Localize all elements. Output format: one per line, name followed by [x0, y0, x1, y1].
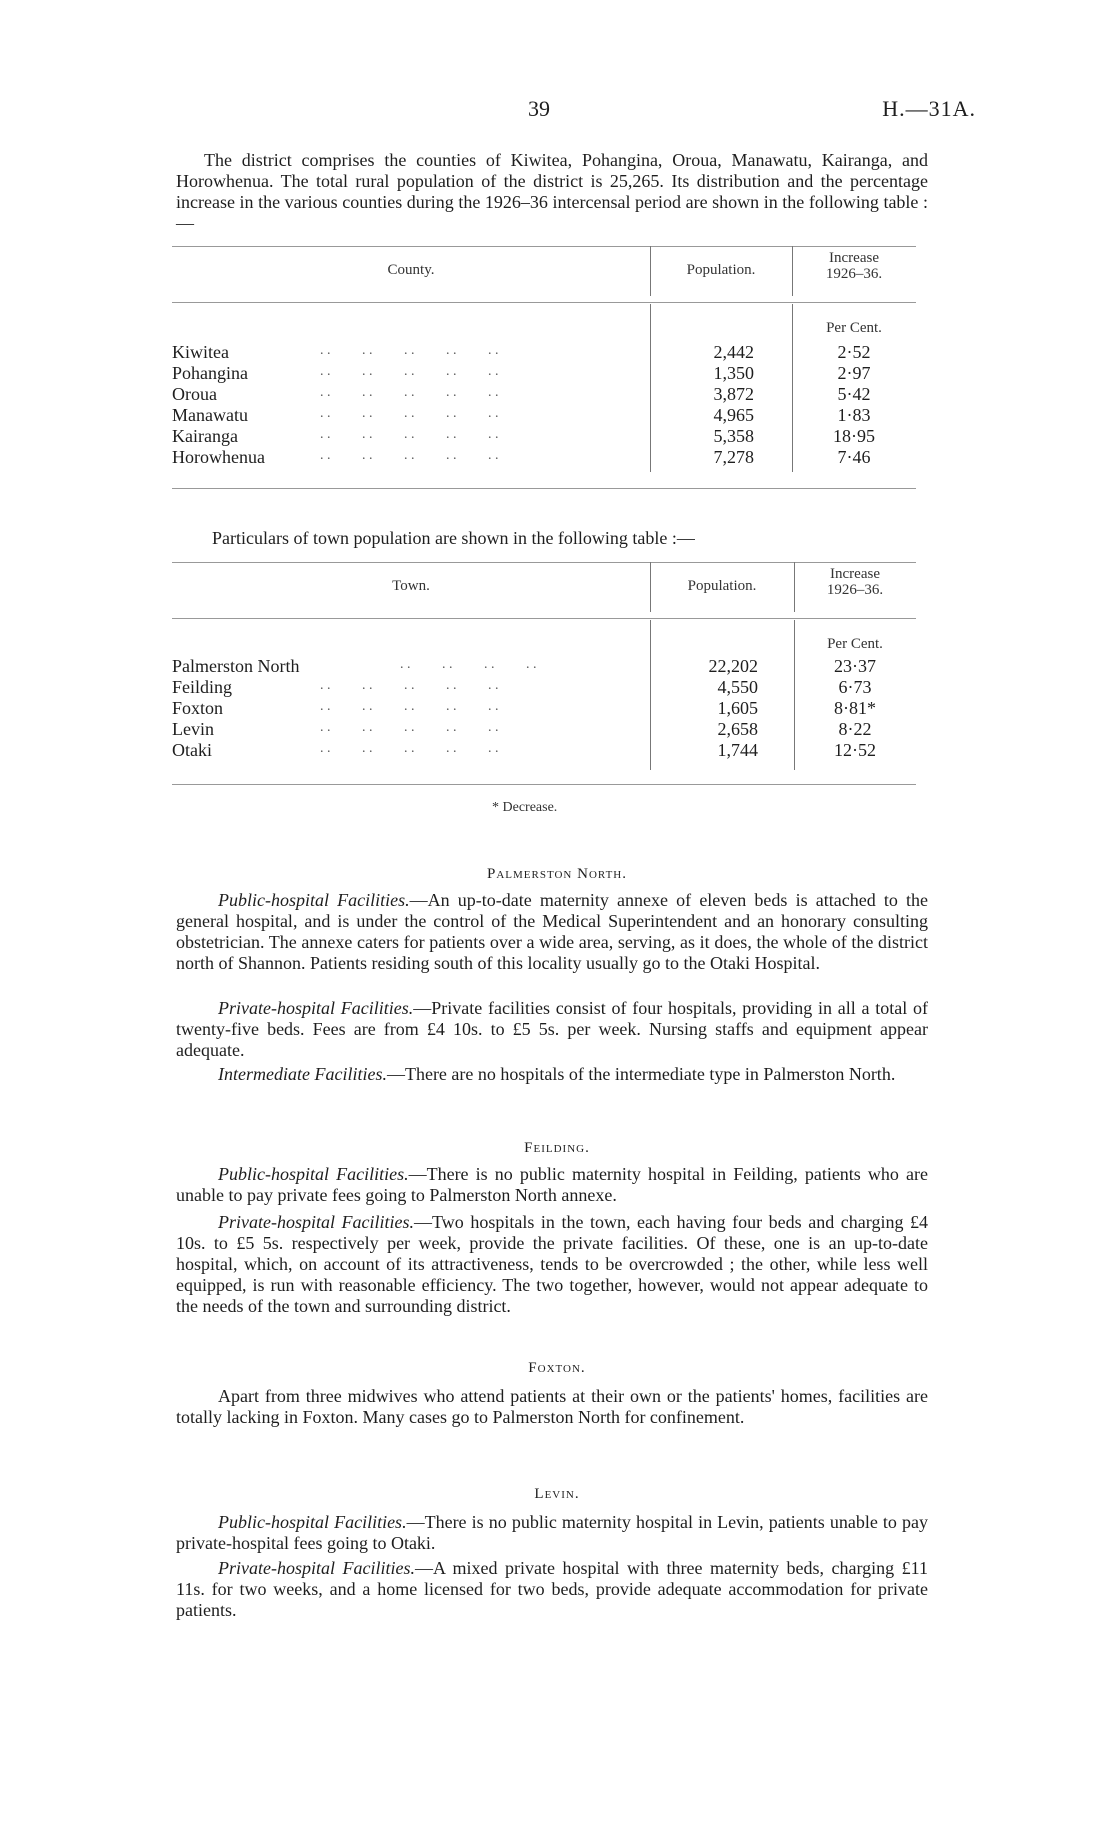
increase-value: 7·46 [837, 447, 871, 467]
section-heading-palmerston-north: Palmerston North. [487, 866, 627, 882]
table-top-rule [172, 246, 916, 247]
increase-value: 18·95 [833, 426, 875, 446]
increase-value: 2·52 [837, 342, 871, 362]
county-name: Pohangina [172, 363, 248, 383]
leader-dots: . . . . . . . . . . [320, 427, 499, 442]
population-value: 1,350 [713, 363, 754, 383]
table-row [172, 740, 916, 761]
column-header-increase: Increase [829, 250, 879, 266]
county-name: Manawatu [172, 405, 248, 425]
county-name: Horowhenua [172, 447, 265, 467]
column-header-population: Population. [687, 578, 757, 594]
county-name: Kiwitea [172, 342, 229, 362]
county-name: Oroua [172, 384, 217, 404]
paragraph-text: —There is no public maternity hospital in Levin, patients unable to pay private-hospital fees going to Otaki. [176, 1512, 928, 1553]
paragraph-text: —A mixed private hospital with three maternity beds, charging £11 11s. for two weeks, and a home licensed for two beds, provide adequate accommodation for private patients. [176, 1558, 928, 1620]
section-heading-foxton: Foxton. [528, 1360, 586, 1376]
column-header-population: Population. [686, 262, 756, 278]
paragraph-text: —Two hospitals in the town, each having four beds and charging £4 10s. to £5 5s. respectively per week, provide the private facilities. Of these, one is an up-to-date hospital, which, on account of its attractiveness, tends to be overcrowded ; the other, while less well equipped, is run with reasonable efficiency. The two together, however, would not appear adequate to the needs of the town and surrounding district. [176, 1212, 928, 1316]
table-header-rule [172, 618, 916, 619]
table-header-rule [172, 302, 916, 303]
page-number: 39 [528, 96, 550, 121]
leader-dots: . . . . . . . . . . [320, 699, 499, 714]
paragraph-text: —There is no public maternity hospital in Feilding, patients who are unable to pay private fees going to Palmerston North annexe. [176, 1164, 928, 1205]
leader-dots: . . . . . . . . . . [320, 720, 499, 735]
leader-dots: . . . . . . . . . . [320, 364, 499, 379]
section-heading-levin: Levin. [534, 1486, 580, 1502]
leader-dots: . . . . . . . . [400, 657, 537, 672]
paragraph-lead: Public-hospital Facilities. [218, 1164, 409, 1184]
population-value: 4,965 [713, 405, 754, 425]
leader-dots: . . . . . . . . . . [320, 678, 499, 693]
paragraph [176, 890, 928, 974]
paragraph-text: —An up-to-date maternity annexe of eleven beds is attached to the general hospital, and is under the control of the Medical Superintendent and an honorary consulting obstetrician. The annexe caters for patients over a wide area, serving, as it does, the whole of the district north of Shannon. Patients residing south of this locality usually go to the Otaki Hospital. [176, 890, 928, 973]
paragraph [176, 1512, 928, 1554]
increase-value: 6·73 [838, 677, 872, 697]
paragraph-lead: Private-hospital Facilities. [218, 1212, 415, 1232]
paragraph-lead: Public-hospital Facilities. [218, 1512, 407, 1532]
population-value: 1,744 [717, 740, 758, 760]
table-row [172, 342, 916, 363]
population-value: 3,872 [713, 384, 754, 404]
paragraph-text: —There are no hospitals of the intermediate type in Palmerston North. [386, 1064, 896, 1084]
population-value: 2,658 [717, 719, 758, 739]
leader-dots: . . . . . . . . . . [320, 406, 499, 421]
increase-value: 23·37 [834, 656, 876, 676]
paragraph [176, 1212, 928, 1317]
unit-label: Per Cent. [826, 320, 882, 336]
increase-value: 1·83 [837, 405, 871, 425]
leader-dots: . . . . . . . . . . [320, 448, 499, 463]
population-value: 4,550 [717, 677, 758, 697]
town-name: Levin [172, 719, 214, 739]
increase-value: 8·22 [838, 719, 872, 739]
increase-value: 5·42 [837, 384, 871, 404]
paragraph: Apart from three midwives who attend patients at their own or the patients' homes, facilities are totally lacking in Foxton. Many cases go to Palmerston North for confinement. [176, 1386, 928, 1427]
table-bottom-rule [172, 488, 916, 489]
population-value: 7,278 [713, 447, 754, 467]
leader-dots: . . . . . . . . . . [320, 741, 499, 756]
table-row [172, 677, 916, 698]
town-table-intro: Particulars of town population are shown in the following table :— [212, 528, 695, 548]
table-bottom-rule [172, 784, 916, 785]
table-row [172, 656, 916, 677]
table-row [172, 426, 916, 447]
column-header-period: 1926–36. [826, 582, 884, 598]
table-row [172, 698, 916, 719]
paragraph-text: —Private facilities consist of four hospitals, providing in all a total of twenty-five beds. Fees are from £4 10s. to £5 5s. per week. Nursing staffs and equipment appear adequate. [176, 998, 929, 1060]
paragraph-lead: Private-hospital Facilities. [218, 1558, 415, 1578]
increase-value: 12·52 [834, 740, 876, 760]
table-row [172, 384, 916, 405]
table-top-rule [172, 562, 916, 563]
increase-value: 8·81* [834, 698, 876, 718]
town-name: Palmerston North [172, 656, 300, 676]
document-code: H.—31A. [882, 96, 976, 121]
paragraph [176, 1064, 928, 1085]
paragraph-lead: Intermediate Facilities. [218, 1064, 387, 1084]
town-name: Feilding [172, 677, 233, 697]
paragraph-lead: Private-hospital Facilities. [218, 998, 414, 1018]
column-header-town: Town. [392, 578, 430, 594]
population-value: 2,442 [713, 342, 754, 362]
population-value: 1,605 [717, 698, 758, 718]
paragraph [176, 1164, 928, 1206]
table-row [172, 363, 916, 384]
increase-value: 2·97 [837, 363, 871, 383]
table-footnote: * Decrease. [492, 800, 558, 815]
unit-label: Per Cent. [827, 636, 883, 652]
column-header-county: County. [387, 262, 435, 278]
leader-dots: . . . . . . . . . . [320, 343, 499, 358]
population-value: 22,202 [708, 656, 758, 676]
leader-dots: . . . . . . . . . . [320, 385, 499, 400]
paragraph [176, 1558, 928, 1621]
county-table [172, 240, 916, 490]
paragraph [176, 998, 928, 1061]
column-header-period: 1926–36. [825, 266, 883, 282]
town-table [172, 556, 916, 796]
county-name: Kairanga [172, 426, 238, 446]
town-name: Otaki [172, 740, 212, 760]
column-header-increase: Increase [830, 566, 880, 582]
population-value: 5,358 [713, 426, 754, 446]
section-heading-feilding: Feilding. [524, 1140, 590, 1156]
town-name: Foxton [172, 698, 224, 718]
paragraph-lead: Public-hospital Facilities. [218, 890, 410, 910]
table-row [172, 405, 916, 426]
table-row [172, 447, 916, 468]
table-row [172, 719, 916, 740]
intro-paragraph: The district comprises the counties of Kiwitea, Pohangina, Oroua, Manawatu, Kairanga, and Horowhenua. The total rural population of the district is 25,265. Its distribution and the percentage increase in the various counties during the 1926–36 intercensal period are shown in the following table :— [176, 150, 928, 233]
